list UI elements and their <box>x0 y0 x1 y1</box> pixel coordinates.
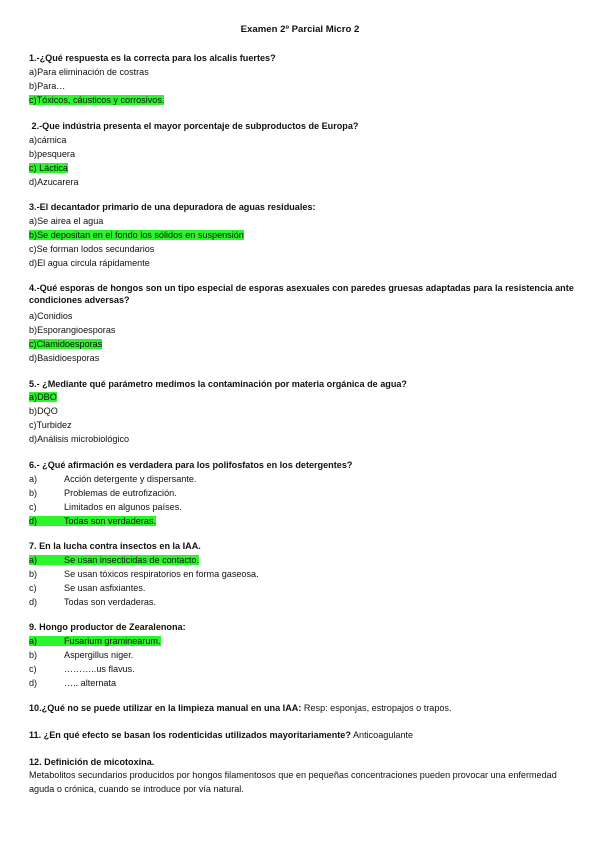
question-2: 2.-Que indústria presenta el mayor porcentaje de subproductos de Europa? <box>29 121 359 131</box>
option-3a: a)Se airea el agua <box>29 216 104 226</box>
option-4b: b)Esporangioesporas <box>29 325 116 335</box>
question-4: 4.-Qué esporas de hongos son un tipo especial de esporas asexuales con paredes gruesas adaptadas para la resistencia ante condiciones adversas? <box>29 283 574 305</box>
option-9d: d) ….. alternata <box>29 678 117 688</box>
option-6c: c) Limitados en algunos países. <box>29 502 182 512</box>
option-5d: d)Análisis microbiológico <box>29 434 130 444</box>
option-4d: d)Basidioesporas <box>29 353 100 363</box>
option-2a: a)cárnica <box>29 135 67 145</box>
option-2b: b)pesquera <box>29 149 76 159</box>
question-12: 12. Definición de micotoxina. <box>29 757 155 767</box>
question-10: 10.¿Qué no se puede utilizar en la limpieza manual en una IAA: Resp: esponjas, estropajos o trapos. <box>29 703 452 713</box>
option-5a-correct: a)DBO <box>29 392 57 402</box>
option-6b: b) Problemas de eutrofización. <box>29 488 177 498</box>
answer-10: Resp: esponjas, estropajos o trapos. <box>301 703 452 713</box>
option-7a-correct: a) Se usan insecticidas de contacto. <box>29 555 199 565</box>
question-1: 1.-¿Qué respuesta es la correcta para los alcalis fuertes? <box>29 53 276 63</box>
answer-11: Anticoagulante <box>350 730 414 740</box>
option-1a: a)Para eliminación de costras <box>29 67 149 77</box>
question-11: 11. ¿En qué efecto se basan los rodenticidas utilizados mayoritariamente? Anticoagulante <box>29 730 414 740</box>
option-4a: a)Conidios <box>29 311 73 321</box>
option-4c-correct: c)Clamidoesporas <box>29 339 103 349</box>
option-3c: c)Se forman lodos secundarios <box>29 244 155 254</box>
option-3d: d)El agua circula rápidamente <box>29 258 150 268</box>
question-9: 9. Hongo productor de Zearalenona: <box>29 622 186 632</box>
option-6a: a) Acción detergente y dispersante. <box>29 474 197 484</box>
option-7b: b) Se usan tóxicos respiratorios en forma gaseosa. <box>29 569 259 579</box>
question-5: 5.- ¿Mediante qué parámetro medimos la contaminación por materia orgánica de agua? <box>29 379 407 389</box>
option-6d-correct: d) Todas son verdaderas. <box>29 516 157 526</box>
question-7: 7. En la lucha contra insectos en la IAA. <box>29 541 201 551</box>
option-5b: b)DQO <box>29 406 58 416</box>
option-2c-correct: c) Láctica <box>29 163 68 173</box>
option-1b: b)Para… <box>29 81 66 91</box>
option-7c: c) Se usan asfixiantes. <box>29 583 146 593</box>
option-7d: d) Todas son verdaderas. <box>29 597 157 607</box>
option-9b: b) Aspergillus niger. <box>29 650 134 660</box>
question-3: 3.-El decantador primario de una depuradora de aguas residuales: <box>29 202 316 212</box>
option-5c: c)Turbidez <box>29 420 72 430</box>
option-9a-correct: a) Fusarium graminearum. <box>29 636 161 646</box>
option-1c-correct: c)Tóxicos, cáusticos y corrosivos. <box>29 95 165 105</box>
option-9c: c) ………..us flavus. <box>29 664 135 674</box>
question-6: 6.- ¿Qué afirmación es verdadera para los polifosfatos en los detergentes? <box>29 460 353 470</box>
option-2d: d)Azucarera <box>29 177 79 187</box>
page-title: Examen 2º Parcial Micro 2 <box>240 24 360 35</box>
option-3b-correct: b)Se depositan en el fondo los sólidos en suspensión <box>29 230 244 240</box>
answer-12: Metabolitos secundarios producidos por hongos filamentosos que en pequeñas concentraciones pueden provocar una enfermedad aguda o crónica, cuando se introduce por vía natural. <box>29 770 557 794</box>
